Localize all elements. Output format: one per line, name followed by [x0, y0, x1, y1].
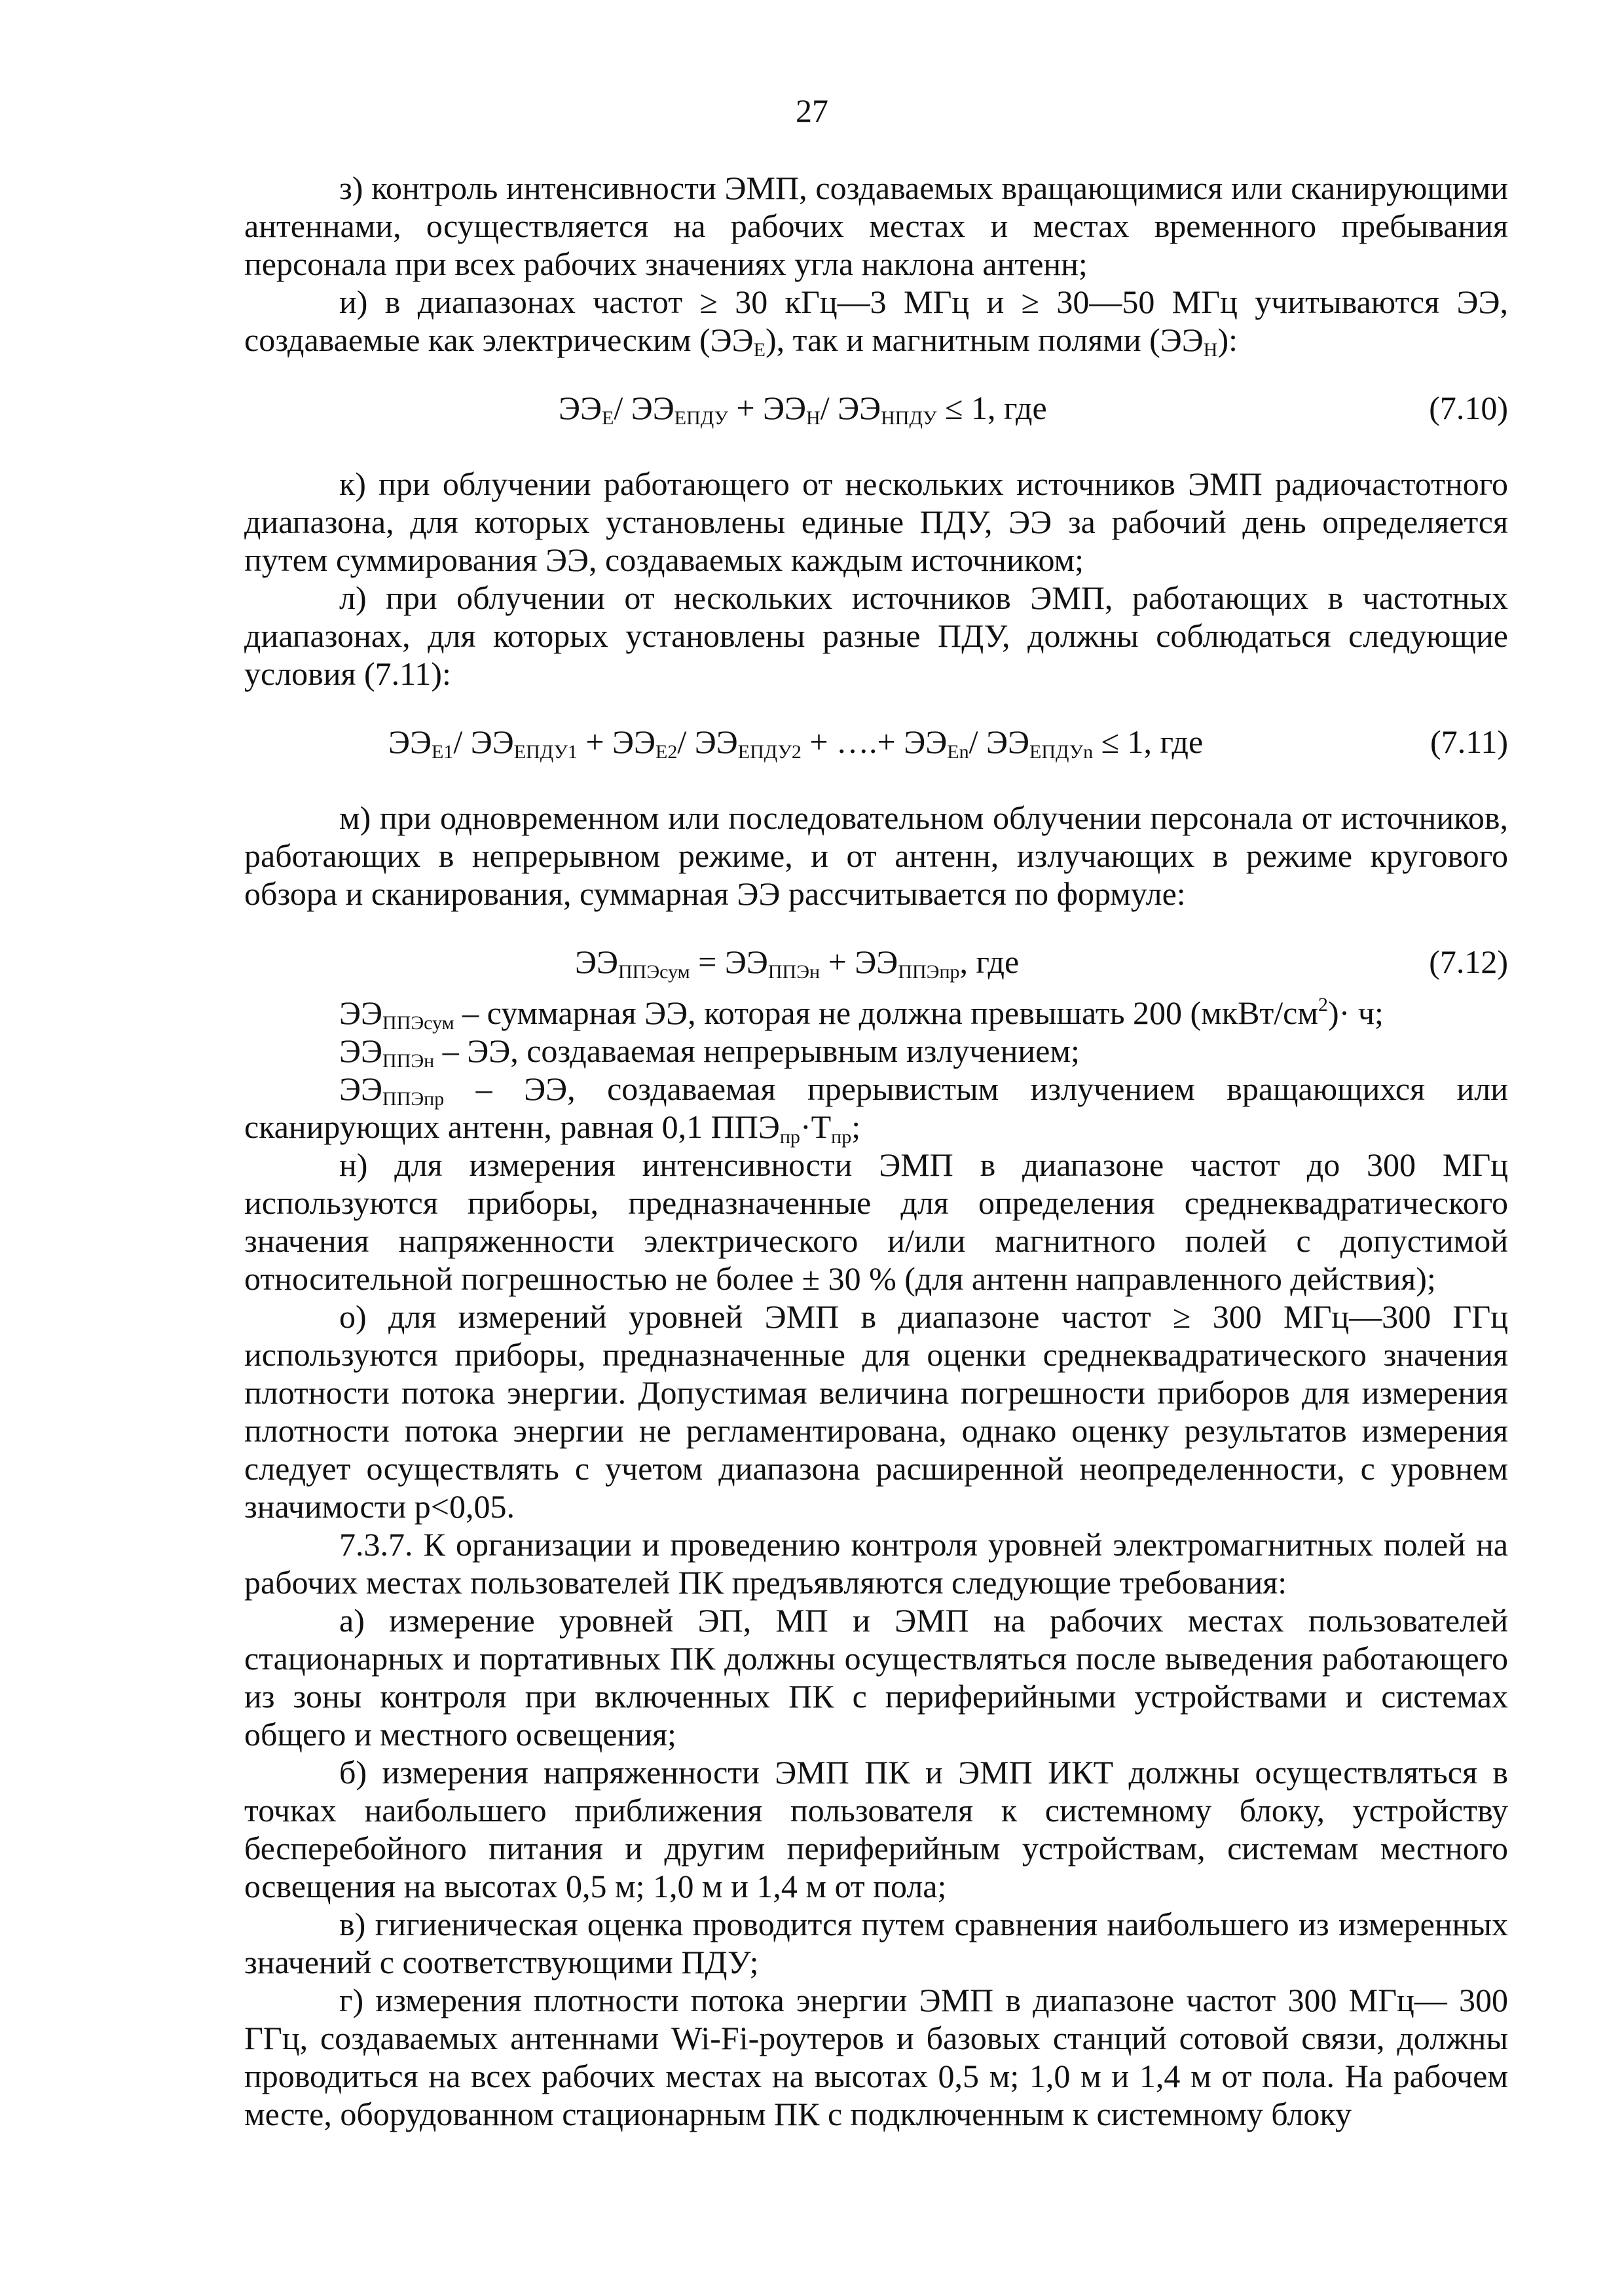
formula-number: (7.10) — [1429, 390, 1508, 426]
definition-sum: $ЭЭ_{ППЭсум}$ – суммарная ЭЭ, которая не должна превышать 200 $(мкВт/см^2)\cdot ч$; — [339, 994, 1384, 1034]
formula-expression: $ЭЭ_E/$ $ЭЭ_{ЕПДУ} + ЭЭ_H/$ $ЭЭ_{НПДУ} \le 1$, где — [559, 390, 1047, 429]
formula-7-10 — [244, 389, 1508, 427]
paragraph-z: з) контроль интенсивности ЭМП, создаваемых вращающимися или сканирующими антеннами, осуществляется на рабочих местах и местах временного пребывания персонала при всех рабочих значениях угла наклона антенн; — [244, 170, 1508, 282]
paragraph-m: м) при одновременном или последовательном облучении персонала от источников, работающих в непрерывном режиме, и от антенн, излучающих в режиме кругового обзора и сканирования, суммарная ЭЭ рассчитывается по формуле: — [244, 799, 1508, 912]
section-7-3-7: 7.3.7. К организации и проведению контроля уровней электромагнитных полей на рабочих местах пользователей ПК предъявляются следующие требования: — [244, 1526, 1508, 1601]
definition-intermittent: $ЭЭ_{ППЭпр}$ – ЭЭ, создаваемая прерывистым излучением вращающихся или сканирующих антенн, равная 0,1 $ППЭ_{пр}\cdot T_{пр}$; — [244, 1070, 1508, 1148]
paragraph-l: л) при облучении от нескольких источников ЭМП, работающих в частотных диапазонах, для которых установлены разные ПДУ, должны соблюдаться следующие условия (7.11): — [244, 579, 1508, 692]
formula-7-12 — [244, 943, 1508, 981]
paragraph-v: в) гигиеническая оценка проводится путем сравнения наибольшего из измеренных значений с соответствующими ПДУ; — [244, 1906, 1508, 1980]
formula-expression: $ЭЭ_{ППЭсум} = ЭЭ_{ППЭн} + ЭЭ_{ППЭпр}$, где — [575, 943, 1020, 983]
paragraph-k: к) при облучении работающего от нескольких источников ЭМП радиочастотного диапазона, для которых установлены единые ПДУ, ЭЭ за рабочий день определяется путем суммирования ЭЭ, создаваемых каждым источником; — [244, 465, 1508, 578]
formula-7-11 — [244, 723, 1508, 761]
paragraph-o: о) для измерений уровней ЭМП в диапазоне частот ≥ 300 МГц—300 ГГц используются приборы, предназначенные для оценки среднеквадратического значения плотности потока энергии. Допустимая величина погрешности приборов для измерения плотности потока энергии не регламентирована, однако оценку результатов измерения следует осуществлять с учетом диапазона расширенной неопределенности, с уровнем значимости p<0,05. — [244, 1298, 1508, 1525]
paragraph-i: и) в диапазонах частот ≥ 30 кГц—3 МГц и ≥ 30—50 МГц учитываются ЭЭ, создаваемые как электрическим $(ЭЭ_E)$, так и магнитным полями $(ЭЭ_H)$: — [244, 283, 1508, 361]
formula-expression: $ЭЭ_{E1}/$ $ЭЭ_{ЕПДУ1} + ЭЭ_{E2}/$ $ЭЭ_{ЕПДУ2}$ + ….+ $ЭЭ_{En}/$ $ЭЭ_{ЕПДУn} \le 1$, где — [388, 723, 1204, 763]
paragraph-g: г) измерения плотности потока энергии ЭМП в диапазоне частот 300 МГц— 300 ГГц, создаваемых антеннами Wi-Fi-роутеров и базовых станций сотовой связи, должны проводиться на всех рабочих местах на высотах 0,5 м; 1,0 м и 1,4 м от пола. На рабочем месте, оборудованном стационарным ПК с подключенным к системному блоку — [244, 1982, 1508, 2132]
formula-number: (7.11) — [1430, 723, 1508, 760]
page-body — [244, 169, 1508, 2133]
paragraph-b: б) измерения напряженности ЭМП ПК и ЭМП ИКТ должны осуществляться в точках наибольшего приближения пользователя к системному блоку, устройству бесперебойного питания и другим периферийным устройствам, системам местного освещения на высотах 0,5 м; 1,0 м и 1,4 м от пола; — [244, 1754, 1508, 1904]
paragraph-n: н) для измерения интенсивности ЭМП в диапазоне частот до 300 МГц используются приборы, предназначенные для определения среднеквадратического значения напряженности электрического и/или магнитного полей с допустимой относительной погрешностью не более ± 30 % (для антенн направленного действия); — [244, 1146, 1508, 1297]
formula-number: (7.12) — [1429, 943, 1508, 980]
definition-continuous: $ЭЭ_{ППЭн}$ – ЭЭ, создаваемая непрерывным излучением; — [339, 1032, 1080, 1072]
page-number: 27 — [796, 92, 828, 129]
paragraph-a: а) измерение уровней ЭП, МП и ЭМП на рабочих местах пользователей стационарных и портативных ПК должны осуществляться после выведения работающего из зоны контроля при включенных ПК с периферийными устройствами и системах общего и местного освещения; — [244, 1602, 1508, 1753]
